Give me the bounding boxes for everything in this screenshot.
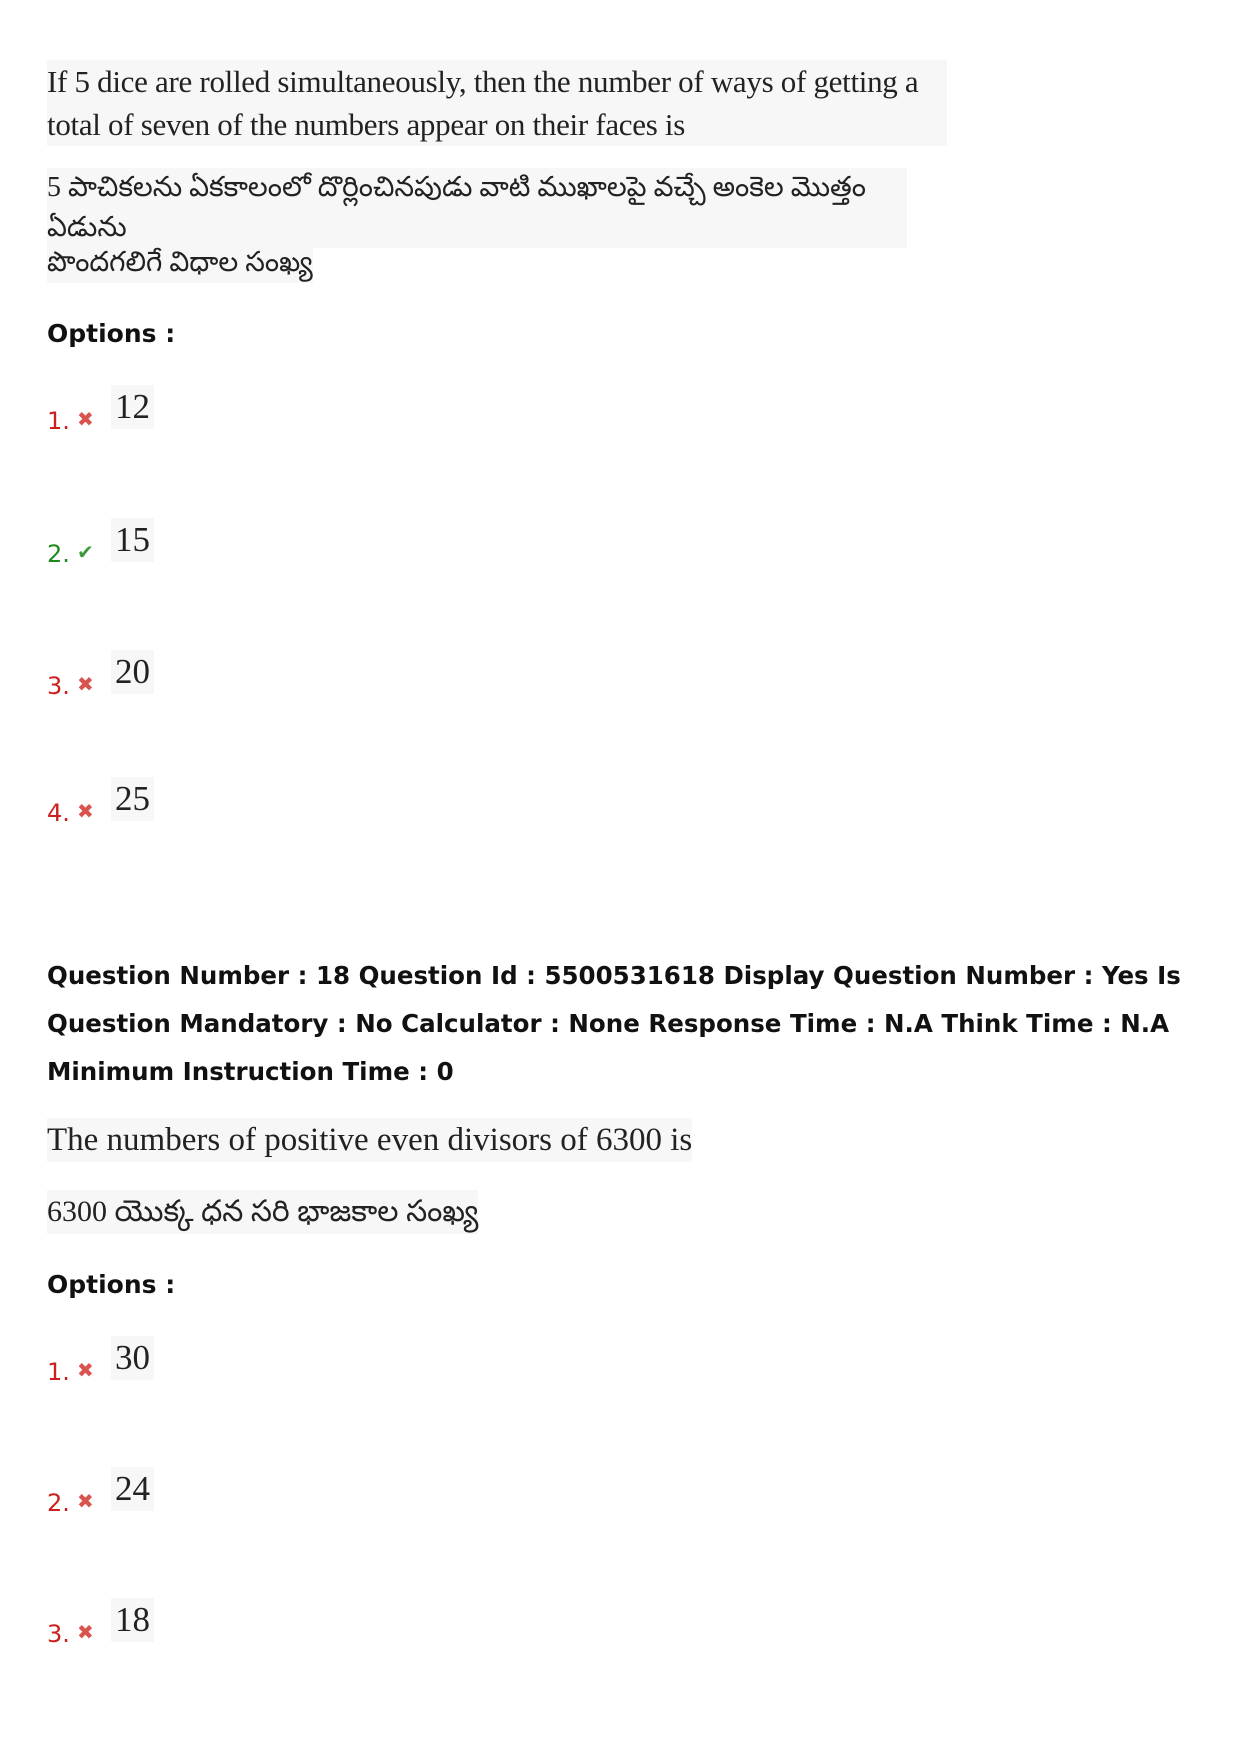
option-number: 3. [47, 1620, 70, 1648]
option-number: 3. [47, 672, 70, 700]
option-value: 18 [111, 1598, 154, 1642]
option-value: 15 [111, 518, 154, 562]
question-17-text-en: If 5 dice are rolled simultaneously, then the number of ways of getting a total of seven of the numbers appear on their faces is [47, 60, 947, 146]
question-18-metadata: Question Number : 18 Question Id : 5500531618 Display Question Number : Yes Is Question Mandatory : No Calculator : None Response Time : N.A Think Time : N.A Minimum Instruction Time : 0 [47, 961, 1181, 1086]
cross-icon: ✖ [77, 1358, 94, 1382]
option-number: 2. [47, 540, 70, 568]
question-18-text-te: 6300 యొక్క ధన సరి భాజకాల సంఖ్య [47, 1190, 478, 1234]
option-number: 4. [47, 799, 70, 827]
cross-icon: ✖ [77, 672, 94, 696]
cross-icon: ✖ [77, 1489, 94, 1513]
option-value: 20 [111, 650, 154, 694]
option-number: 2. [47, 1489, 70, 1517]
options-heading: Options : [47, 319, 176, 348]
question-18-text-en: The numbers of positive even divisors of 6300 is [47, 1118, 692, 1162]
option-value: 30 [111, 1336, 154, 1380]
options-heading: Options : [47, 1270, 176, 1299]
cross-icon: ✖ [77, 1620, 94, 1644]
check-icon: ✔ [77, 540, 94, 564]
option-value: 24 [111, 1467, 154, 1511]
cross-icon: ✖ [77, 799, 94, 823]
question-17-text-te-line1: 5 పాచికలను ఏకకాలంలో దొర్లించినపుడు వాటి ముఖాలపై వచ్చే అంకెల మొత్తం ఏడును [47, 168, 907, 248]
option-number: 1. [47, 1358, 70, 1386]
option-value: 12 [111, 385, 154, 429]
cross-icon: ✖ [77, 407, 94, 431]
option-value: 25 [111, 777, 154, 821]
question-17-text-te-line2: పొందగలిగే విధాల సంఖ్య [47, 243, 313, 283]
option-number: 1. [47, 407, 70, 435]
